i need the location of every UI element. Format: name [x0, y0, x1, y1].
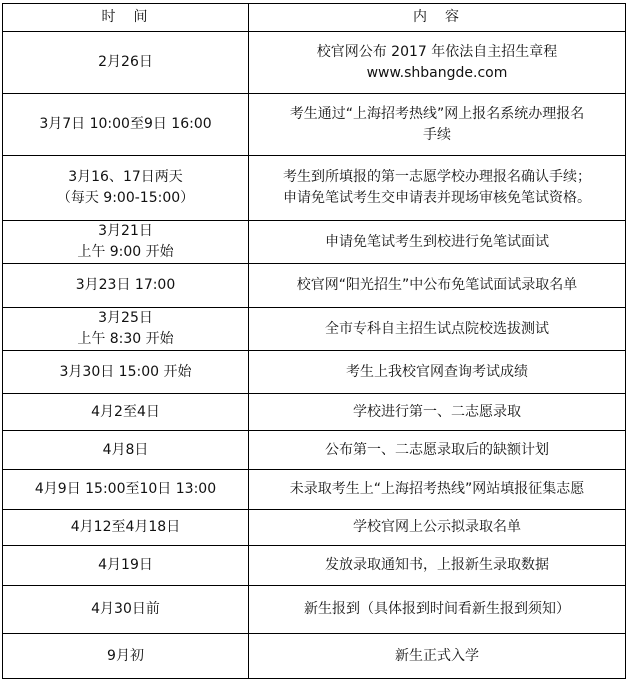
time-text: 上午 9:00 开始	[77, 244, 174, 260]
time-text: 4月9日 15:00至10日 13:00	[34, 481, 217, 497]
table-row	[3, 510, 626, 546]
content-text: 手续	[423, 126, 451, 143]
time-cell	[3, 308, 249, 351]
table-row	[3, 156, 626, 221]
content-text: www.shbangde.com	[366, 64, 508, 81]
table-row	[3, 308, 626, 351]
table-row	[3, 431, 626, 470]
table-row	[3, 351, 626, 394]
content-text: 新生正式入学	[395, 647, 479, 664]
header-row	[3, 4, 626, 32]
table-row	[3, 546, 626, 586]
time-text: 4月8日	[102, 441, 149, 458]
time-text: 4月30日前	[91, 601, 160, 617]
time-text: 2月26日	[98, 54, 153, 70]
time-text: 4月2至4日	[91, 403, 160, 420]
content-text: 申请免笔试考生交申请表并现场审核免笔试资格。	[283, 190, 591, 206]
content-cell	[249, 264, 626, 308]
content-text: 学校官网上公示拟录取名单	[353, 519, 521, 535]
content-text: 考生通过“上海招考热线”网上报名系统办理报名	[289, 105, 585, 122]
content-cell	[249, 156, 626, 221]
column-header-content: 内 容	[249, 4, 626, 32]
time-cell	[3, 156, 249, 221]
table-row	[3, 264, 626, 308]
content-text: 校官网“阳光招生”中公布免笔试面试录取名单	[296, 277, 578, 293]
time-text: 3月7日 10:00至9日 16:00	[39, 116, 212, 132]
time-cell	[3, 470, 249, 510]
time-cell	[3, 510, 249, 546]
schedule-rows	[3, 32, 626, 679]
time-cell	[3, 546, 249, 586]
time-cell	[3, 634, 249, 679]
time-text: 4月19日	[98, 557, 153, 573]
time-text: （每天 9:00-15:00）	[56, 190, 195, 206]
table-row	[3, 394, 626, 431]
time-text: 上午 8:30 开始	[77, 331, 174, 347]
content-cell	[249, 94, 626, 156]
time-cell	[3, 586, 249, 634]
content-cell	[249, 394, 626, 431]
content-text: 公布第一、二志愿录取后的缺额计划	[325, 441, 549, 458]
time-text: 3月25日	[98, 310, 153, 326]
content-text: 学校进行第一、二志愿录取	[353, 403, 521, 420]
column-header-time: 时 间	[3, 4, 249, 32]
content-cell	[249, 221, 626, 264]
table-row	[3, 221, 626, 264]
schedule-table	[2, 3, 626, 679]
content-text: 校官网公布 2017 年依法自主招生章程	[316, 43, 558, 60]
content-cell	[249, 546, 626, 586]
table-row	[3, 586, 626, 634]
time-text: 9月初	[107, 647, 144, 664]
time-cell	[3, 32, 249, 94]
content-text: 考生上我校官网查询考试成绩	[346, 363, 528, 380]
content-cell	[249, 351, 626, 394]
content-cell	[249, 431, 626, 470]
time-cell	[3, 264, 249, 308]
time-text: 3月23日 17:00	[75, 277, 176, 293]
time-text: 4月12至4月18日	[70, 519, 181, 535]
content-text: 全市专科自主招生试点院校选拔测试	[325, 320, 549, 337]
content-cell	[249, 32, 626, 94]
time-cell	[3, 394, 249, 431]
table-row	[3, 634, 626, 679]
table-row	[3, 94, 626, 156]
time-text: 3月30日 15:00 开始	[59, 363, 192, 380]
time-text: 3月21日	[98, 223, 153, 239]
content-text: 考生到所填报的第一志愿学校办理报名确认手续；	[283, 169, 591, 185]
time-cell	[3, 431, 249, 470]
time-cell	[3, 221, 249, 264]
content-text: 新生报到（具体报到时间看新生报到须知）	[304, 601, 570, 617]
content-text: 未录取考生上“上海招考热线”网站填报征集志愿	[289, 481, 585, 497]
time-cell	[3, 94, 249, 156]
content-cell	[249, 470, 626, 510]
time-cell	[3, 351, 249, 394]
content-text: 发放录取通知书，上报新生录取数据	[325, 557, 549, 573]
time-text: 3月16、17日两天	[68, 169, 183, 185]
table-row	[3, 32, 626, 94]
content-cell	[249, 308, 626, 351]
content-cell	[249, 634, 626, 679]
content-text: 申请免笔试考生到校进行免笔试面试	[325, 233, 549, 250]
content-cell	[249, 510, 626, 546]
table-row	[3, 470, 626, 510]
content-cell	[249, 586, 626, 634]
